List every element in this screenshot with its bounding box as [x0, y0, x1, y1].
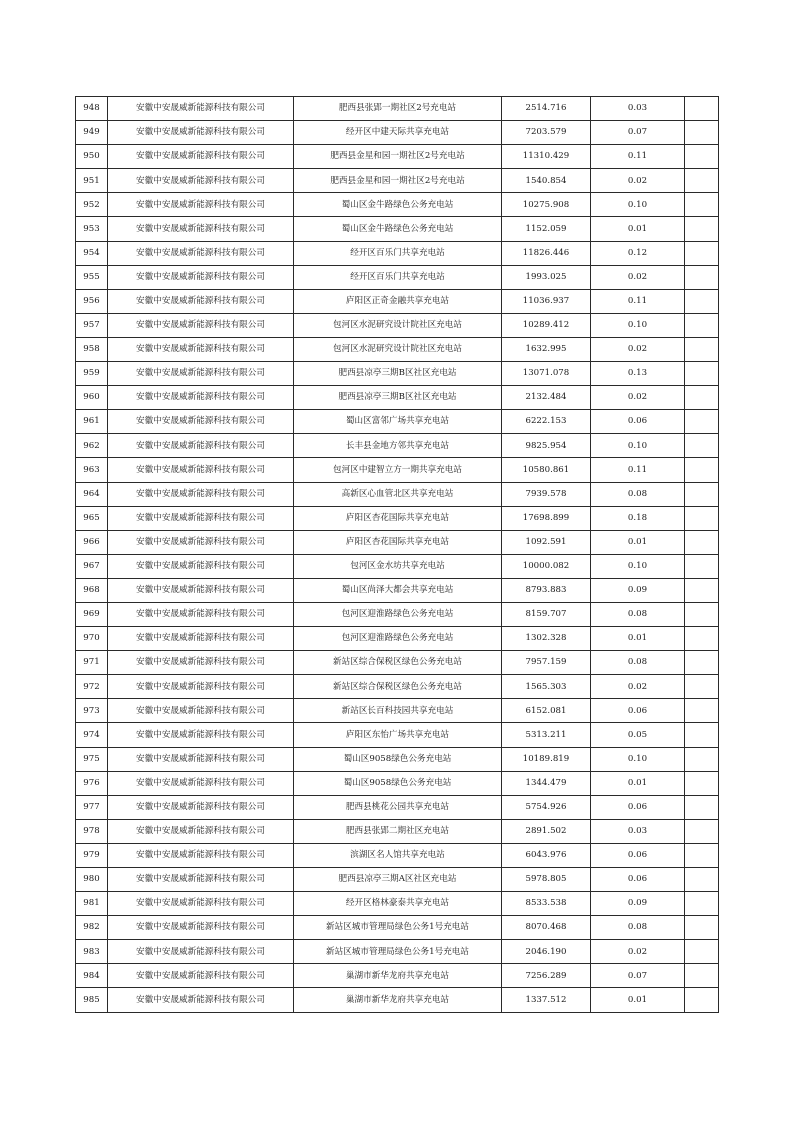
table-row	[76, 410, 719, 434]
ratio-cell: 0.06	[591, 868, 685, 892]
row-number-cell: 962	[76, 434, 108, 458]
row-number-cell: 952	[76, 193, 108, 217]
amount-cell: 6043.976	[502, 843, 591, 867]
row-number-cell: 960	[76, 386, 108, 410]
row-number-cell: 964	[76, 482, 108, 506]
table-row	[76, 988, 719, 1012]
row-number-cell: 984	[76, 964, 108, 988]
ratio-cell: 0.09	[591, 892, 685, 916]
station-name-cell: 蜀山区9058绿色公务充电站	[294, 771, 502, 795]
ratio-cell: 0.10	[591, 747, 685, 771]
remark-cell	[685, 145, 719, 169]
remark-cell	[685, 97, 719, 121]
station-name-cell: 蜀山区金牛路绿色公务充电站	[294, 193, 502, 217]
row-number-cell: 961	[76, 410, 108, 434]
ratio-cell: 0.05	[591, 723, 685, 747]
amount-cell: 10289.412	[502, 313, 591, 337]
ratio-cell: 0.06	[591, 699, 685, 723]
row-number-cell: 978	[76, 819, 108, 843]
table-row	[76, 145, 719, 169]
company-name-cell: 安徽中安晟威新能源科技有限公司	[108, 506, 294, 530]
remark-cell	[685, 313, 719, 337]
table-row	[76, 795, 719, 819]
amount-cell: 2891.502	[502, 819, 591, 843]
row-number-cell: 949	[76, 121, 108, 145]
ratio-cell: 0.02	[591, 675, 685, 699]
remark-cell	[685, 434, 719, 458]
amount-cell: 1152.059	[502, 217, 591, 241]
company-name-cell: 安徽中安晟威新能源科技有限公司	[108, 627, 294, 651]
station-name-cell: 包河区水泥研究设计院社区充电站	[294, 337, 502, 361]
row-number-cell: 953	[76, 217, 108, 241]
remark-cell	[685, 410, 719, 434]
row-number-cell: 977	[76, 795, 108, 819]
row-number-cell: 975	[76, 747, 108, 771]
ratio-cell: 0.01	[591, 217, 685, 241]
amount-cell: 9825.954	[502, 434, 591, 458]
table-row	[76, 362, 719, 386]
company-name-cell: 安徽中安晟威新能源科技有限公司	[108, 410, 294, 434]
remark-cell	[685, 289, 719, 313]
remark-cell	[685, 506, 719, 530]
amount-cell: 2132.484	[502, 386, 591, 410]
table-body	[76, 97, 719, 1013]
table-row	[76, 193, 719, 217]
amount-cell: 7957.159	[502, 651, 591, 675]
amount-cell: 11310.429	[502, 145, 591, 169]
company-name-cell: 安徽中安晟威新能源科技有限公司	[108, 868, 294, 892]
station-data-table	[75, 96, 719, 1013]
row-number-cell: 980	[76, 868, 108, 892]
table-row	[76, 241, 719, 265]
remark-cell	[685, 868, 719, 892]
remark-cell	[685, 892, 719, 916]
row-number-cell: 976	[76, 771, 108, 795]
station-name-cell: 新站区城市管理局绿色公务1号充电站	[294, 916, 502, 940]
row-number-cell: 985	[76, 988, 108, 1012]
company-name-cell: 安徽中安晟威新能源科技有限公司	[108, 337, 294, 361]
table-row	[76, 699, 719, 723]
table-row	[76, 916, 719, 940]
remark-cell	[685, 675, 719, 699]
remark-cell	[685, 940, 719, 964]
remark-cell	[685, 843, 719, 867]
table-row	[76, 337, 719, 361]
remark-cell	[685, 723, 719, 747]
table-row	[76, 313, 719, 337]
station-name-cell: 包河区迎淮路绿色公务充电站	[294, 602, 502, 626]
station-name-cell: 新站区城市管理局绿色公务1号充电站	[294, 940, 502, 964]
company-name-cell: 安徽中安晟威新能源科技有限公司	[108, 313, 294, 337]
table-row	[76, 723, 719, 747]
station-name-cell: 包河区金水坊共享充电站	[294, 554, 502, 578]
station-name-cell: 巢湖市新华龙府共享充电站	[294, 964, 502, 988]
table-row	[76, 554, 719, 578]
company-name-cell: 安徽中安晟威新能源科技有限公司	[108, 964, 294, 988]
remark-cell	[685, 988, 719, 1012]
company-name-cell: 安徽中安晟威新能源科技有限公司	[108, 699, 294, 723]
ratio-cell: 0.02	[591, 940, 685, 964]
station-name-cell: 经开区中建天际共享充电站	[294, 121, 502, 145]
row-number-cell: 948	[76, 97, 108, 121]
station-name-cell: 肥西县桃花公园共享充电站	[294, 795, 502, 819]
ratio-cell: 0.01	[591, 771, 685, 795]
company-name-cell: 安徽中安晟威新能源科技有限公司	[108, 121, 294, 145]
ratio-cell: 0.01	[591, 988, 685, 1012]
ratio-cell: 0.06	[591, 843, 685, 867]
ratio-cell: 0.10	[591, 434, 685, 458]
row-number-cell: 973	[76, 699, 108, 723]
row-number-cell: 951	[76, 169, 108, 193]
company-name-cell: 安徽中安晟威新能源科技有限公司	[108, 386, 294, 410]
station-name-cell: 肥西县金星和园一期社区2号充电站	[294, 169, 502, 193]
company-name-cell: 安徽中安晟威新能源科技有限公司	[108, 97, 294, 121]
remark-cell	[685, 530, 719, 554]
amount-cell: 8533.538	[502, 892, 591, 916]
station-name-cell: 长丰县金地方邻共享充电站	[294, 434, 502, 458]
table-row	[76, 386, 719, 410]
station-name-cell: 肥西县凉亭三期B区社区充电站	[294, 362, 502, 386]
company-name-cell: 安徽中安晟威新能源科技有限公司	[108, 819, 294, 843]
ratio-cell: 0.10	[591, 554, 685, 578]
table-row	[76, 578, 719, 602]
remark-cell	[685, 241, 719, 265]
remark-cell	[685, 482, 719, 506]
company-name-cell: 安徽中安晟威新能源科技有限公司	[108, 916, 294, 940]
ratio-cell: 0.02	[591, 386, 685, 410]
station-name-cell: 蜀山区尚泽大都会共享充电站	[294, 578, 502, 602]
table-row	[76, 482, 719, 506]
amount-cell: 13071.078	[502, 362, 591, 386]
station-name-cell: 经开区百乐门共享充电站	[294, 265, 502, 289]
ratio-cell: 0.08	[591, 916, 685, 940]
ratio-cell: 0.07	[591, 121, 685, 145]
table-row	[76, 651, 719, 675]
company-name-cell: 安徽中安晟威新能源科技有限公司	[108, 892, 294, 916]
table-row	[76, 506, 719, 530]
amount-cell: 5754.926	[502, 795, 591, 819]
table-row	[76, 868, 719, 892]
company-name-cell: 安徽中安晟威新能源科技有限公司	[108, 265, 294, 289]
table-row	[76, 675, 719, 699]
ratio-cell: 0.07	[591, 964, 685, 988]
station-name-cell: 肥西县金星和园一期社区2号充电站	[294, 145, 502, 169]
ratio-cell: 0.03	[591, 97, 685, 121]
amount-cell: 17698.899	[502, 506, 591, 530]
ratio-cell: 0.02	[591, 169, 685, 193]
row-number-cell: 959	[76, 362, 108, 386]
company-name-cell: 安徽中安晟威新能源科技有限公司	[108, 362, 294, 386]
row-number-cell: 971	[76, 651, 108, 675]
table-row	[76, 602, 719, 626]
ratio-cell: 0.02	[591, 265, 685, 289]
ratio-cell: 0.11	[591, 145, 685, 169]
ratio-cell: 0.12	[591, 241, 685, 265]
ratio-cell: 0.01	[591, 627, 685, 651]
amount-cell: 5978.805	[502, 868, 591, 892]
company-name-cell: 安徽中安晟威新能源科技有限公司	[108, 795, 294, 819]
amount-cell: 1344.479	[502, 771, 591, 795]
station-name-cell: 庐阳区杏花国际共享充电站	[294, 530, 502, 554]
remark-cell	[685, 554, 719, 578]
remark-cell	[685, 578, 719, 602]
company-name-cell: 安徽中安晟威新能源科技有限公司	[108, 530, 294, 554]
amount-cell: 6222.153	[502, 410, 591, 434]
amount-cell: 10000.082	[502, 554, 591, 578]
amount-cell: 7256.289	[502, 964, 591, 988]
row-number-cell: 974	[76, 723, 108, 747]
remark-cell	[685, 458, 719, 482]
table-row	[76, 771, 719, 795]
station-name-cell: 巢湖市新华龙府共享充电站	[294, 988, 502, 1012]
remark-cell	[685, 193, 719, 217]
row-number-cell: 954	[76, 241, 108, 265]
table-row	[76, 289, 719, 313]
amount-cell: 1565.303	[502, 675, 591, 699]
remark-cell	[685, 747, 719, 771]
remark-cell	[685, 217, 719, 241]
remark-cell	[685, 916, 719, 940]
station-name-cell: 新站区综合保税区绿色公务充电站	[294, 651, 502, 675]
ratio-cell: 0.10	[591, 193, 685, 217]
amount-cell: 11036.937	[502, 289, 591, 313]
company-name-cell: 安徽中安晟威新能源科技有限公司	[108, 988, 294, 1012]
remark-cell	[685, 627, 719, 651]
remark-cell	[685, 169, 719, 193]
company-name-cell: 安徽中安晟威新能源科技有限公司	[108, 843, 294, 867]
table-row	[76, 747, 719, 771]
company-name-cell: 安徽中安晟威新能源科技有限公司	[108, 169, 294, 193]
station-name-cell: 高新区心血管北区共享充电站	[294, 482, 502, 506]
row-number-cell: 982	[76, 916, 108, 940]
row-number-cell: 956	[76, 289, 108, 313]
company-name-cell: 安徽中安晟威新能源科技有限公司	[108, 675, 294, 699]
station-name-cell: 庐阳区正奇金融共享充电站	[294, 289, 502, 313]
table-row	[76, 434, 719, 458]
station-name-cell: 肥西县凉亭三期B区社区充电站	[294, 386, 502, 410]
row-number-cell: 972	[76, 675, 108, 699]
ratio-cell: 0.08	[591, 651, 685, 675]
table-row	[76, 940, 719, 964]
amount-cell: 1302.328	[502, 627, 591, 651]
ratio-cell: 0.06	[591, 410, 685, 434]
row-number-cell: 966	[76, 530, 108, 554]
row-number-cell: 965	[76, 506, 108, 530]
station-name-cell: 庐阳区杏花国际共享充电站	[294, 506, 502, 530]
company-name-cell: 安徽中安晟威新能源科技有限公司	[108, 458, 294, 482]
table-row	[76, 530, 719, 554]
table-row	[76, 458, 719, 482]
row-number-cell: 950	[76, 145, 108, 169]
table-row	[76, 964, 719, 988]
remark-cell	[685, 602, 719, 626]
ratio-cell: 0.18	[591, 506, 685, 530]
row-number-cell: 983	[76, 940, 108, 964]
remark-cell	[685, 337, 719, 361]
remark-cell	[685, 386, 719, 410]
table-row	[76, 265, 719, 289]
table-row	[76, 892, 719, 916]
row-number-cell: 967	[76, 554, 108, 578]
amount-cell: 2514.716	[502, 97, 591, 121]
ratio-cell: 0.06	[591, 795, 685, 819]
company-name-cell: 安徽中安晟威新能源科技有限公司	[108, 482, 294, 506]
remark-cell	[685, 362, 719, 386]
amount-cell: 10580.861	[502, 458, 591, 482]
row-number-cell: 981	[76, 892, 108, 916]
remark-cell	[685, 771, 719, 795]
ratio-cell: 0.11	[591, 458, 685, 482]
station-name-cell: 蜀山区9058绿色公务充电站	[294, 747, 502, 771]
ratio-cell: 0.01	[591, 530, 685, 554]
ratio-cell: 0.02	[591, 337, 685, 361]
company-name-cell: 安徽中安晟威新能源科技有限公司	[108, 651, 294, 675]
row-number-cell: 970	[76, 627, 108, 651]
row-number-cell: 979	[76, 843, 108, 867]
amount-cell: 1540.854	[502, 169, 591, 193]
company-name-cell: 安徽中安晟威新能源科技有限公司	[108, 602, 294, 626]
row-number-cell: 955	[76, 265, 108, 289]
amount-cell: 2046.190	[502, 940, 591, 964]
company-name-cell: 安徽中安晟威新能源科技有限公司	[108, 289, 294, 313]
table-row	[76, 843, 719, 867]
amount-cell: 10275.908	[502, 193, 591, 217]
remark-cell	[685, 964, 719, 988]
company-name-cell: 安徽中安晟威新能源科技有限公司	[108, 723, 294, 747]
row-number-cell: 968	[76, 578, 108, 602]
amount-cell: 5313.211	[502, 723, 591, 747]
ratio-cell: 0.08	[591, 482, 685, 506]
company-name-cell: 安徽中安晟威新能源科技有限公司	[108, 241, 294, 265]
amount-cell: 8793.883	[502, 578, 591, 602]
table-row	[76, 169, 719, 193]
company-name-cell: 安徽中安晟威新能源科技有限公司	[108, 554, 294, 578]
remark-cell	[685, 121, 719, 145]
table-row	[76, 121, 719, 145]
amount-cell: 11826.446	[502, 241, 591, 265]
station-name-cell: 经开区百乐门共享充电站	[294, 241, 502, 265]
company-name-cell: 安徽中安晟威新能源科技有限公司	[108, 771, 294, 795]
ratio-cell: 0.11	[591, 289, 685, 313]
station-name-cell: 包河区迎淮路绿色公务充电站	[294, 627, 502, 651]
row-number-cell: 963	[76, 458, 108, 482]
row-number-cell: 957	[76, 313, 108, 337]
table-row	[76, 97, 719, 121]
remark-cell	[685, 265, 719, 289]
ratio-cell: 0.10	[591, 313, 685, 337]
station-name-cell: 新站区综合保税区绿色公务充电站	[294, 675, 502, 699]
company-name-cell: 安徽中安晟威新能源科技有限公司	[108, 217, 294, 241]
ratio-cell: 0.13	[591, 362, 685, 386]
remark-cell	[685, 819, 719, 843]
company-name-cell: 安徽中安晟威新能源科技有限公司	[108, 193, 294, 217]
station-name-cell: 滨湖区名人馆共享充电站	[294, 843, 502, 867]
company-name-cell: 安徽中安晟威新能源科技有限公司	[108, 578, 294, 602]
ratio-cell: 0.03	[591, 819, 685, 843]
company-name-cell: 安徽中安晟威新能源科技有限公司	[108, 145, 294, 169]
remark-cell	[685, 795, 719, 819]
company-name-cell: 安徽中安晟威新能源科技有限公司	[108, 940, 294, 964]
station-name-cell: 新站区长百科技园共享充电站	[294, 699, 502, 723]
amount-cell: 1632.995	[502, 337, 591, 361]
amount-cell: 8070.468	[502, 916, 591, 940]
amount-cell: 1092.591	[502, 530, 591, 554]
station-name-cell: 肥西县张郢一期社区2号充电站	[294, 97, 502, 121]
station-name-cell: 包河区中建智立方一期共享充电站	[294, 458, 502, 482]
station-name-cell: 蜀山区富邻广场共享充电站	[294, 410, 502, 434]
station-name-cell: 包河区水泥研究设计院社区充电站	[294, 313, 502, 337]
ratio-cell: 0.09	[591, 578, 685, 602]
amount-cell: 1993.025	[502, 265, 591, 289]
station-name-cell: 经开区格林豪泰共享充电站	[294, 892, 502, 916]
company-name-cell: 安徽中安晟威新能源科技有限公司	[108, 747, 294, 771]
table-row	[76, 217, 719, 241]
amount-cell: 8159.707	[502, 602, 591, 626]
amount-cell: 6152.081	[502, 699, 591, 723]
amount-cell: 7203.579	[502, 121, 591, 145]
remark-cell	[685, 651, 719, 675]
company-name-cell: 安徽中安晟威新能源科技有限公司	[108, 434, 294, 458]
table-row	[76, 627, 719, 651]
ratio-cell: 0.08	[591, 602, 685, 626]
amount-cell: 1337.512	[502, 988, 591, 1012]
station-name-cell: 肥西县凉亭三期A区社区充电站	[294, 868, 502, 892]
station-name-cell: 庐阳区东怡广场共享充电站	[294, 723, 502, 747]
station-name-cell: 肥西县张郢二期社区充电站	[294, 819, 502, 843]
row-number-cell: 958	[76, 337, 108, 361]
amount-cell: 7939.578	[502, 482, 591, 506]
row-number-cell: 969	[76, 602, 108, 626]
station-name-cell: 蜀山区金牛路绿色公务充电站	[294, 217, 502, 241]
table-row	[76, 819, 719, 843]
remark-cell	[685, 699, 719, 723]
amount-cell: 10189.819	[502, 747, 591, 771]
